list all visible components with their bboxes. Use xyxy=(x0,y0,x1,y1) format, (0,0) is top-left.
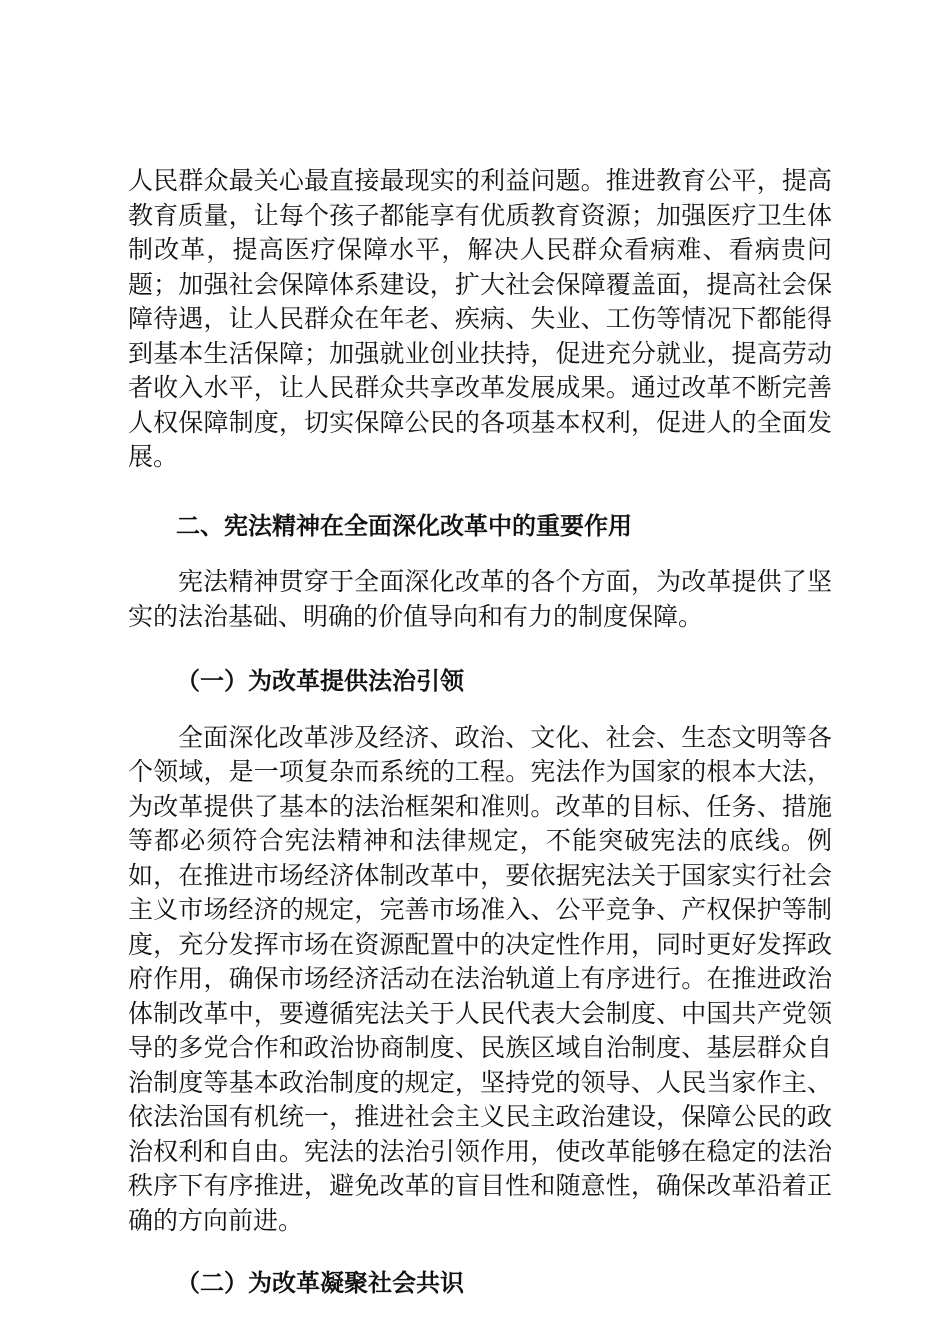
paragraph-intro: 宪法精神贯穿于全面深化改革的各个方面，为改革提供了坚实的法治基础、明确的价值导向和有力的制度保障。 xyxy=(128,567,832,631)
subsection-heading-2: （二）为改革凝聚社会共识 xyxy=(176,1269,464,1297)
subsection-heading-1: （一）为改革提供法治引领 xyxy=(176,667,464,695)
document-body xyxy=(128,164,832,1301)
paragraph-continued: 人民群众最关心最直接最现实的利益问题。推进教育公平，提高教育质量，让每个孩子都能享有优质教育资源；加强医疗卫生体制改革，提高医疗保障水平，解决人民群众看病难、看病贵问题；加强社会保障体系建设，扩大社会保障覆盖面，提高社会保障待遇，让人民群众在年老、疾病、失业、工伤等情况下都能得到基本生活保障；加强就业创业扶持，促进充分就业，提高劳动者收入水平，让人民群众共享改革发展成果。通过改革不断完善人权保障制度，切实保障公民的各项基本权利，促进人的全面发展。 xyxy=(128,166,832,471)
paragraph-body: 全面深化改革涉及经济、政治、文化、社会、生态文明等各个领域，是一项复杂而系统的工程。宪法作为国家的根本大法，为改革提供了基本的法治框架和准则。改革的目标、任务、措施等都必须符合宪法精神和法律规定，不能突破宪法的底线。例如，在推进市场经济体制改革中，要依据宪法关于国家实行社会主义市场经济的规定，完善市场准入、公平竞争、产权保护等制度，充分发挥市场在资源配置中的决定性作用，同时更好发挥政府作用，确保市场经济活动在法治轨道上有序进行。在推进政治体制改革中，要遵循宪法关于人民代表大会制度、中国共产党领导的多党合作和政治协商制度、民族区域自治制度、基层群众自治制度等基本政治制度的规定，坚持党的领导、人民当家作主、依法治国有机统一，推进社会主义民主政治建设，保障公民的政治权利和自由。宪法的法治引领作用，使改革能够在稳定的法治秩序下有序推进，避免改革的盲目性和随意性，确保改革沿着正确的方向前进。 xyxy=(128,722,832,1235)
section-heading: 二、宪法精神在全面深化改革中的重要作用 xyxy=(176,511,632,540)
